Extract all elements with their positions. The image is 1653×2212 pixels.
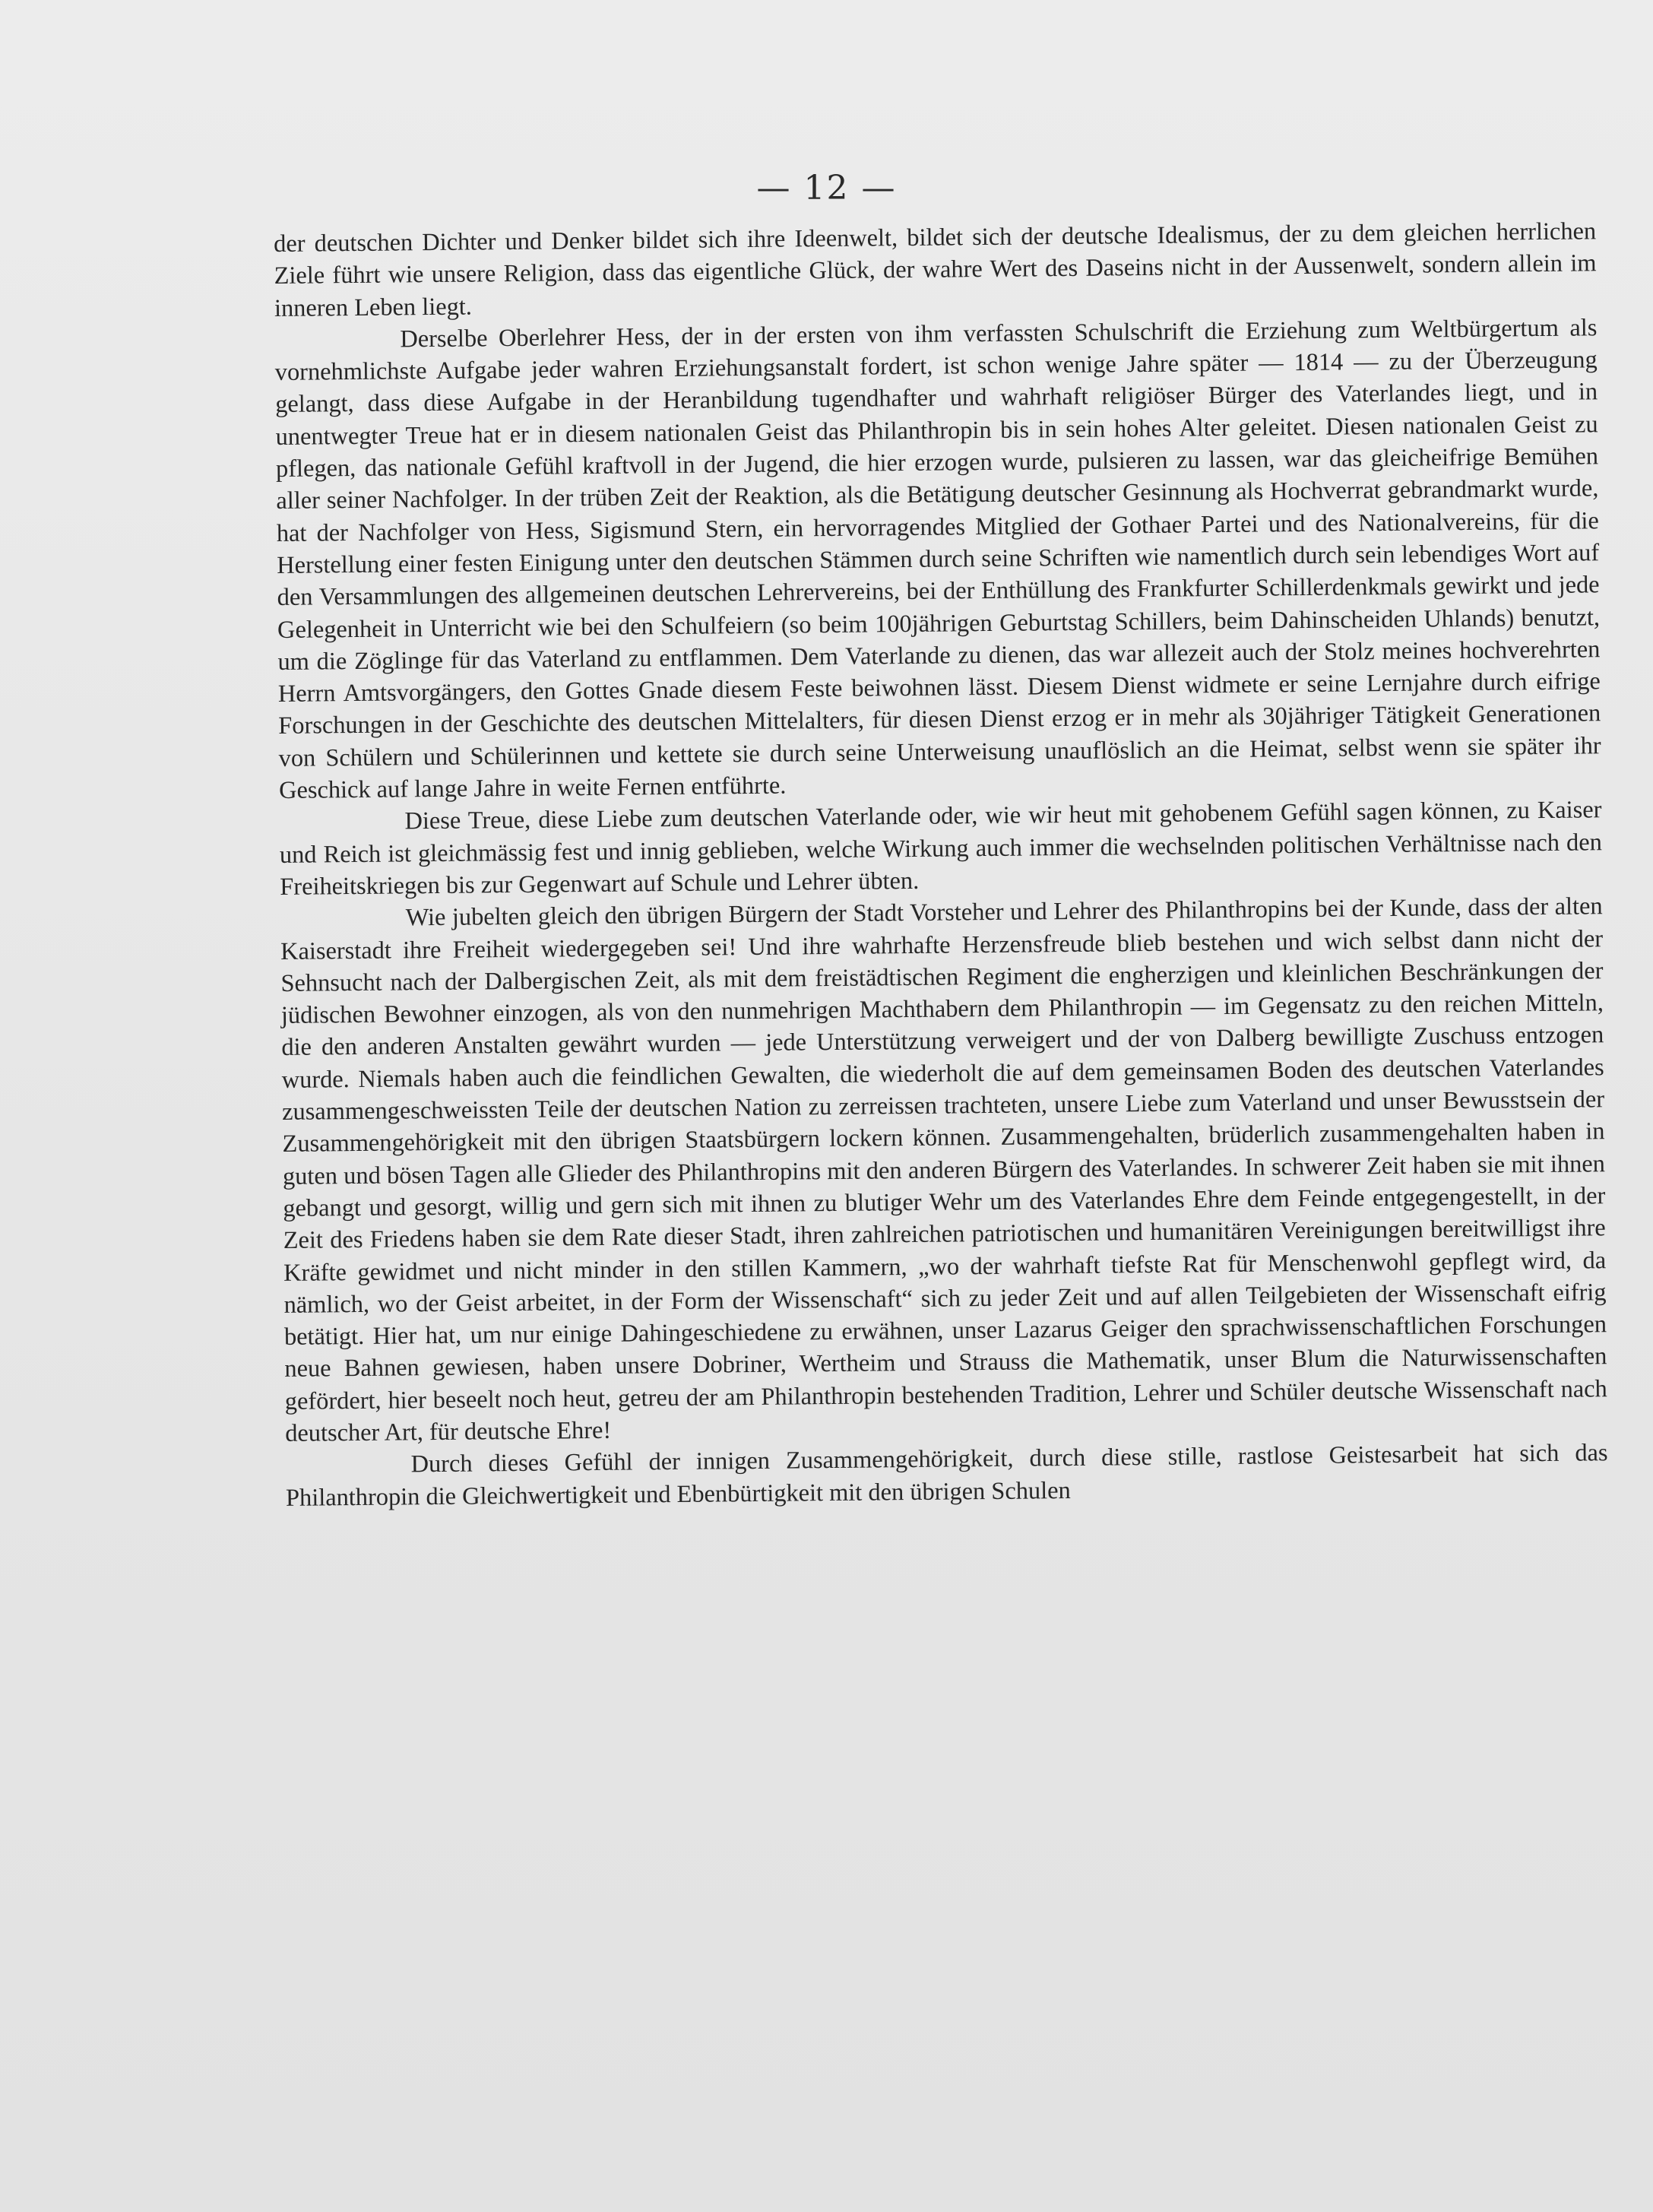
paragraph-2: Derselbe Oberlehrer Hess, der in der ersten von ihm verfassten Schulschrift die Erziehung zum Weltbürgertum als vornehmlichste Aufgabe jeder wahren Erziehungsanstalt fordert, ist schon wenige Jahre später — 1814 — zu der Überzeugung gelangt, dass diese Aufgabe in der Heranbildung tugendhafter und wahrhaft religiöser Bürger des Vaterlandes liegt, und in unentwegter Treue hat er in diesem nationalen Geist das Philanthropin bis in sein hohes Alter geleitet. Diesen nationalen Geist zu pflegen, das nationale Gefühl kraftvoll in der Jugend, die hier erzogen wurde, pulsieren zu lassen, war das gleicheifrige Bemühen aller seiner Nachfolger. In der trüben Zeit der Reaktion, als die Betätigung deutscher Gesinnung als Hochverrat gebrandmarkt wurde, hat der Nachfolger von Hess, Sigismund Stern, ein hervorragendes Mitglied der Gothaer Partei und des Nationalvereins, für die Herstellung einer festen Einigung unter den deutschen Stämmen durch seine Schriften wie namentlich durch sein lebendiges Wort auf den Versammlungen des allgemeinen deutschen Lehrervereins, bei der Enthüllung des Frankfurter Schillerdenkmals gewirkt und jede Gelegenheit in Unterricht wie bei den Schulfeiern (so beim 100jährigen Geburtstag Schillers, beim Dahinscheiden Uhlands) benutzt, um die Zöglinge für das Vaterland zu entflammen. Dem Vaterlande zu dienen, das war allezeit auch der Stolz meines hochverehrten Herrn Amtsvorgängers, den Gottes Gnade diesem Feste beiwohnen lässt. Diesem Dienst widmete er seine Lernjahre durch eifrige Forschungen in der Geschichte des deutschen Mittelalters, für diesen Dienst erzog er in mehr als 30jähriger Tätigkeit Generationen von Schülern und Schülerinnen und kettete sie durch seine Unterweisung unauflöslich an die Heimat, selbst wenn sie später ihr Geschick auf lange Jahre in weite Fernen entführte. xyxy=(274,314,1601,805)
paragraph-5: Durch dieses Gefühl der innigen Zusammengehörigkeit, durch diese stille, rastlose Geistesarbeit hat sich das Philanthropin die Gleichwertigkeit und Ebenbürtigkeit mit den übrigen Schulen xyxy=(285,1439,1608,1512)
paragraph-4: Wie jubelten gleich den übrigen Bürgern der Stadt Vorsteher und Lehrer des Philanthropins bei der Kunde, dass der alten Kaiserstadt ihre Freiheit wiedergegeben sei! Und ihre wahrhafte Herzensfreude blieb bestehen und wich selbst dann nicht der Sehnsucht nach der Dalbergischen Zeit, als mit dem freistädtischen Regiment die engherzigen und kleinlichen Beschränkungen der jüdischen Bewohner einzogen, als von den nunmehrigen Machthabern dem Philanthropin — im Gegensatz zu den reichen Mitteln, die den anderen Anstalten gewährt wurden — jede Unterstützung verweigert und der von Dalberg bewilligte Zuschuss entzogen wurde. Niemals haben auch die feindlichen Gewalten, die wiederholt die auf dem gemeinsamen Boden des deutschen Vaterlandes zusammengeschweissten Teile der deutschen Nation zu zerreissen trachteten, unsere Liebe zum Vaterland und unser Bewusstsein der Zusammengehörigkeit mit den übrigen Staatsbürgern lockern können. Zusammengehalten, brüderlich zusammengehalten haben in guten und bösen Tagen alle Glieder des Philanthropins mit den anderen Bürgern des Vaterlandes. In schwerer Zeit haben sie mit ihnen gebangt und gesorgt, willig und gern sich mit ihnen zu blutiger Wehr um des Vaterlandes Ehre dem Feinde entgegengestellt, in der Zeit des Friedens haben sie dem Rate dieser Stadt, ihren zahlreichen patriotischen und humanitären Vereinigungen bereitwilligst ihre Kräfte gewidmet und nicht minder in den stillen Kammern, „wo der wahrhaft tiefste Rat für Menschenwohl gepflegt wird, da nämlich, wo der Geist arbeitet, in der Form der Wissenschaft“ sich zu jeder Zeit und auf allen Teilgebieten der Wissenschaft eifrig betätigt. Hier hat, um nur einige Dahingeschiedene zu erwähnen, unser Lazarus Geiger den sprachwissenschaftlichen Forschungen neue Bahnen gewiesen, haben unsere Dobriner, Wertheim und Strauss die Mathematik, unser Blum die Naturwissenschaften gefördert, hier beseelt noch heut, getreu der am Philanthropin bestehenden Tradition, Lehrer und Schüler deutsche Wissenschaft nach deutscher Art, für deutsche Ehre! xyxy=(280,892,1607,1447)
page-number: — 12 — xyxy=(756,169,897,208)
body-text xyxy=(274,215,1614,2144)
paragraph-3: Diese Treue, diese Liebe zum deutschen Vaterlande oder, wie wir heut mit gehobenem Gefühl sagen können, zu Kaiser und Reich ist gleichmässig fest und innig geblieben, welche Wirkung auch immer die wechselnden politischen Verhältnisse nach den Freiheitskriegen bis zur Gegenwart auf Schule und Lehrer übten. xyxy=(279,796,1603,901)
paragraph-1: der deutschen Dichter und Denker bildet sich ihre Ideenwelt, bildet sich der deutsche Idealismus, der zu dem gleichen herrlichen Ziele führt wie unsere Religion, dass das eigentliche Glück, der wahre Wert des Daseins nicht in der Aussenwelt, sondern allein im inneren Leben liegt. xyxy=(274,217,1597,322)
